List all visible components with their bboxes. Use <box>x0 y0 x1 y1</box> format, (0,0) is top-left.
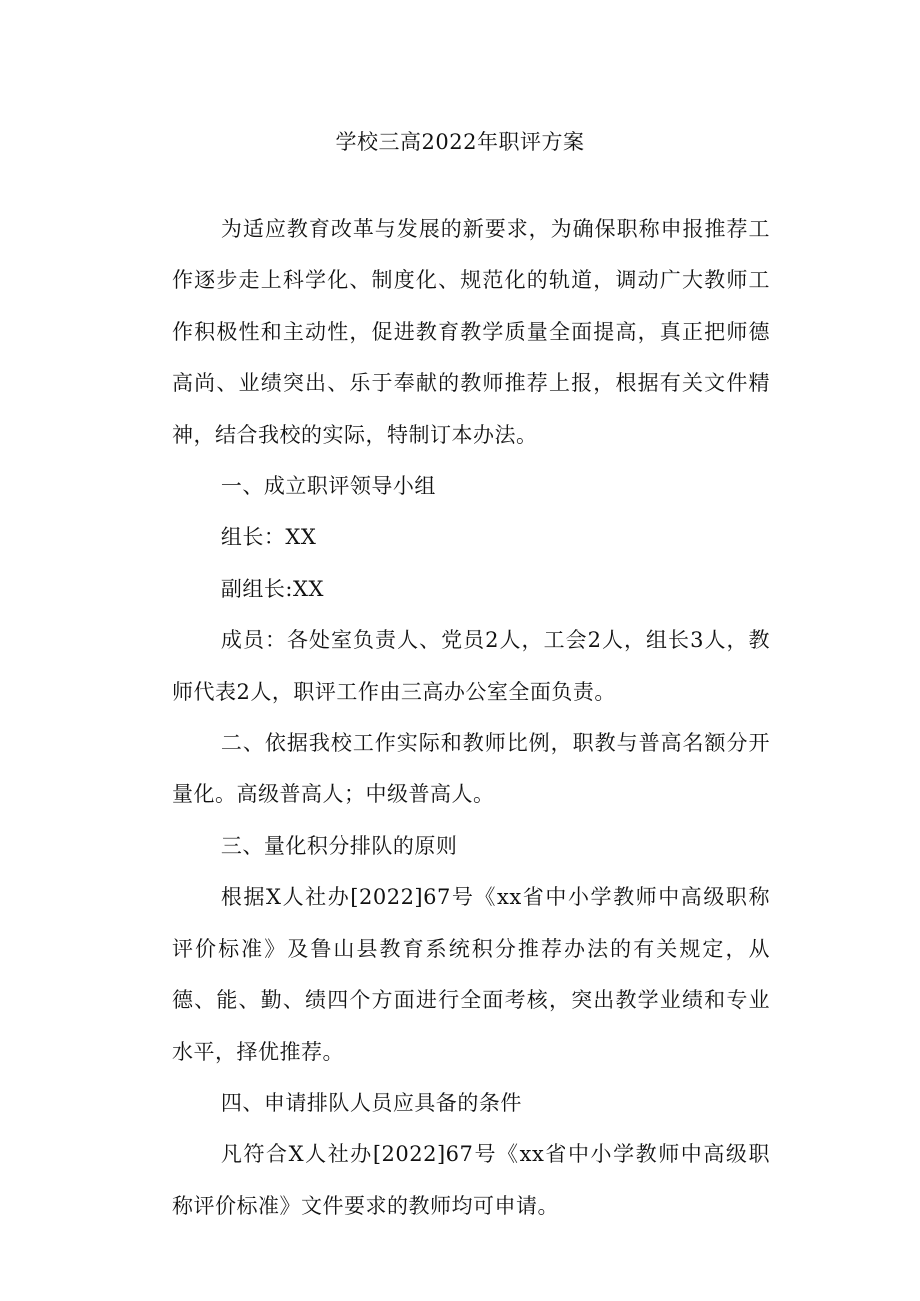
intro-paragraph: 为适应教育改革与发展的新要求，为确保职称申报推荐工作逐步走上科学化、制度化、规范化的轨道，调动广大教师工作积极性和主动性，促进教育教学质量全面提高，真正把师德高尚、业绩突出、乐于奉献的教师推荐上报，根据有关文件精神，结合我校的实际，特制订本办法。 <box>172 217 770 447</box>
section-heading-1: 一、成立职评领导小组 <box>220 474 436 499</box>
document-title: 学校三高2022年职评方案 <box>335 130 585 154</box>
deputy-leader-line: 副组长:XX <box>220 576 324 601</box>
section-heading-4: 四、申请排队人员应具备的条件 <box>220 1090 522 1115</box>
principle-paragraph: 根据X人社办[2022]67号《xx省中小学教师中高级职称评价标准》及鲁山县教育系统积分推荐办法的有关规定，从德、能、勤、绩四个方面进行全面考核，突出教学业绩和专业水平，择优推荐。 <box>172 885 770 1064</box>
members-paragraph: 成员：各处室负责人、党员2人，工会2人，组长3人，教师代表2人，职评工作由三高办公室全面负责。 <box>172 628 770 704</box>
leader-line: 组长：XX <box>220 525 317 550</box>
section-heading-3: 三、量化积分排队的原则 <box>220 833 458 858</box>
document-body <box>172 204 770 1232</box>
section-2-paragraph: 二、依据我校工作实际和教师比例，职教与普高名额分开量化。高级普高人；中级普高人。 <box>172 731 770 807</box>
eligibility-paragraph: 凡符合X人社办[2022]67号《xx省中小学教师中高级职称评价标准》文件要求的教师均可申请。 <box>172 1142 770 1218</box>
